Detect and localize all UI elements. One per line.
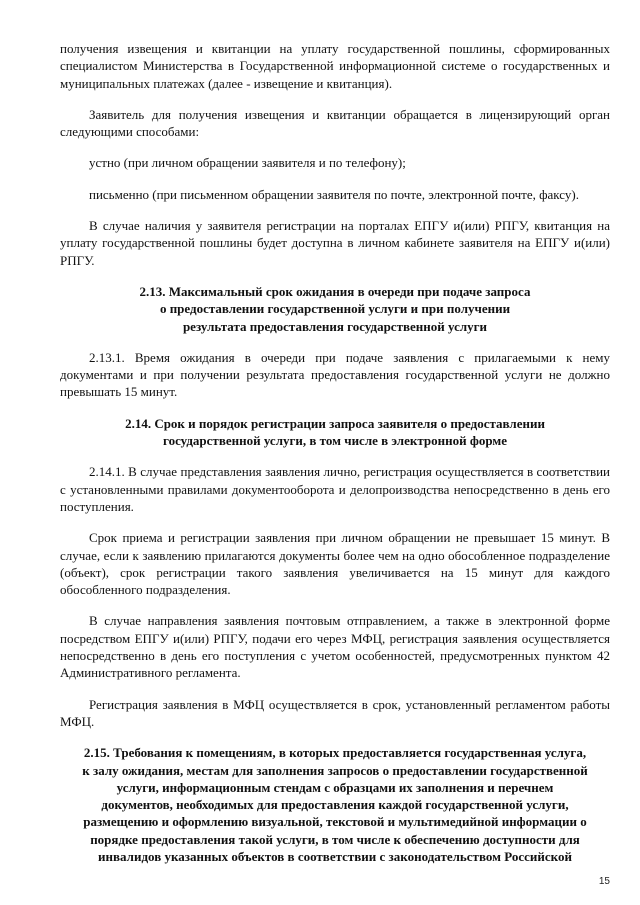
heading-line: документов, необходимых для предоставления каждой государственной услуги,: [101, 797, 569, 813]
heading-line: к залу ожидания, местам для заполнения запросов о предоставлении государственной: [82, 762, 588, 778]
heading-line: инвалидов указанных объектов в соответствии с законодательством Российской: [98, 848, 572, 864]
paragraph-mfc-registration: Регистрация заявления в МФЦ осуществляется в срок, установленный регламентом работы МФЦ.: [60, 696, 610, 729]
paragraph-2-13-1: 2.13.1. Время ожидания в очереди при подаче заявления с прилагаемыми к нему документами и при получении результата предоставления государственной услуги не должно превышать 15 минут.: [60, 349, 610, 400]
heading-line: государственной услуги, в том числе в электронной форме: [163, 433, 507, 449]
heading-line: 2.13. Максимальный срок ожидания в очереди при подаче запроса: [139, 283, 531, 299]
page-number: 15: [598, 876, 610, 887]
section-heading-2-15: [60, 744, 610, 865]
paragraph-postal-electronic: В случае направления заявления почтовым отправлением, а также в электронной форме посредством ЕПГУ и(или) РПГУ, подачи его через МФЦ, регистрация заявления осуществляется непосредственно в день его поступления с учетом особенностей, предусмотренных пунктом 42 Административного регламента.: [60, 613, 610, 681]
heading-line: 2.14. Срок и порядок регистрации запроса заявителя о предоставлении: [125, 415, 545, 431]
paragraph-2-14-1: 2.14.1. В случае представления заявления лично, регистрация осуществляется в соответствии с установленными правилами документооборота и делопроизводства непосредственно в день его поступления.: [60, 464, 610, 514]
section-heading-2-13: [60, 283, 610, 335]
paragraph-way-oral: устно (при личном обращении заявителя и по телефону);: [89, 155, 406, 171]
heading-line: услуги, информационным стендам с образцами их заполнения и перечнем: [116, 779, 554, 795]
paragraph-ways-intro: Заявитель для получения извещения и квитанции обращается в лицензирующий орган следующими способами:: [60, 106, 610, 140]
paragraph-payment-notice: получения извещения и квитанции на уплату государственной пошлины, сформированных специалистом Министерства в Государственной информационной системе о государственных и муниципальных платежах (далее - извещение и квитанция).: [60, 41, 610, 91]
paragraph-portal-receipt: В случае наличия у заявителя регистрации на порталах ЕПГУ и(или) РПГУ, квитанция на уплату государственной пошлины будет доступна в личном кабинете заявителя на ЕПГУ и(или) РПГУ.: [60, 218, 610, 268]
paragraph-registration-time: Срок приема и регистрации заявления при личном обращении не превышает 15 минут. В случае, если к заявлению прилагаются документы более чем на одно обособленное подразделение (объект), срок регистрации такого заявления увеличивается на 15 минут для каждого обособленного подразделения.: [60, 530, 610, 598]
heading-line: размещению и оформлению визуальной, текстовой и мультимедийной информации о: [83, 814, 587, 830]
paragraph-way-written: письменно (при письменном обращении заявителя по почте, электронной почте, факсу).: [89, 186, 579, 202]
heading-line: результата предоставления государственной услуги: [182, 318, 488, 334]
document-page: [60, 40, 610, 865]
heading-line: о предоставлении государственной услуги и при получении: [159, 301, 511, 317]
section-heading-2-14: [60, 415, 610, 450]
heading-line: порядке предоставления такой услуги, в том числе к обеспечению доступности для: [90, 831, 580, 847]
heading-line: 2.15. Требования к помещениям, в которых предоставляется государственная услуга,: [83, 745, 587, 761]
